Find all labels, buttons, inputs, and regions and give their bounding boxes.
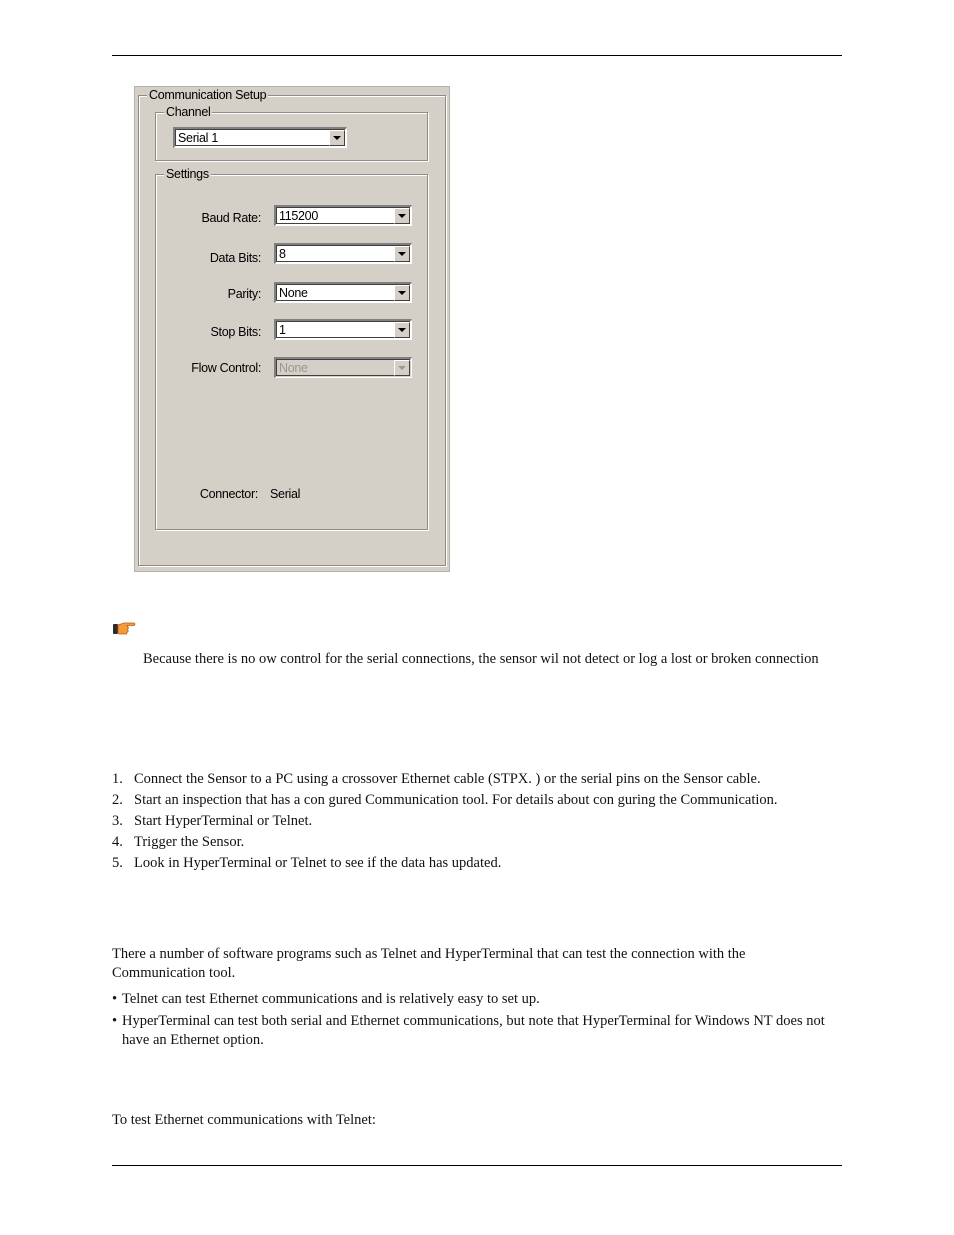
list-item: 3. Start HyperTerminal or Telnet.	[112, 813, 313, 829]
parity-label: Parity:	[227, 287, 261, 301]
channel-title: Channel	[166, 105, 211, 119]
list-item: 5. Look in HyperTerminal or Telnet to see if the data has updated.	[112, 855, 502, 871]
chevron-down-icon	[394, 360, 410, 376]
communication-setup-title: Communication Setup	[149, 88, 267, 102]
data-bits-label: Data Bits:	[209, 251, 261, 265]
header-rule	[112, 55, 842, 56]
chevron-down-icon[interactable]	[329, 130, 345, 146]
chevron-down-icon[interactable]	[394, 208, 410, 224]
baud-rate-label: Baud Rate:	[201, 211, 261, 225]
stop-bits-label: Stop Bits:	[210, 325, 261, 339]
list-item: 4. Trigger the Sensor.	[112, 834, 245, 850]
parity-select[interactable]	[274, 282, 412, 303]
bullet-item-telnet: • Telnet can test Ethernet communications and is relatively easy to set up.	[112, 991, 540, 1007]
list-item: 1. Connect the Sensor to a PC using a crossover Ethernet cable (STPX. ) or the serial pins on the Sensor cable.	[112, 771, 761, 787]
pointing-hand-icon	[112, 620, 136, 636]
steps-list	[112, 769, 778, 874]
flow-control-label: Flow Control:	[191, 361, 261, 375]
connector-label: Connector:	[199, 487, 258, 501]
chevron-down-icon[interactable]	[394, 246, 410, 262]
connector-value: Serial	[270, 487, 301, 501]
bullet-item-hyperterminal: • HyperTerminal can test both serial and Ethernet communications, but note that HyperTerminal for Windows NT does not have an Ethernet option.	[112, 1013, 825, 1048]
communication-setup-dialog	[134, 86, 450, 572]
channel-select-value: Serial 1	[178, 131, 218, 145]
flow-control-value: None	[279, 361, 308, 375]
stop-bits-value: 1	[279, 323, 286, 337]
parity-value: None	[279, 286, 308, 300]
list-item: 2. Start an inspection that has a con gured Communication tool. For details about con guring the Communication.	[112, 792, 778, 808]
intro-paragraph: There a number of software programs such as Telnet and HyperTerminal that can test the connection with the Communication tool.	[112, 946, 746, 981]
chevron-down-icon[interactable]	[394, 285, 410, 301]
stop-bits-select[interactable]	[274, 319, 412, 340]
telnet-intro: To test Ethernet communications with Telnet:	[112, 1112, 376, 1128]
settings-title: Settings	[166, 167, 209, 181]
data-bits-select[interactable]	[274, 243, 412, 264]
note-text: Because there is no ow control for the serial connections, the sensor wil not detect or log a lost or broken connection	[143, 651, 819, 667]
settings-group	[155, 167, 428, 530]
baud-rate-select[interactable]	[274, 205, 412, 226]
baud-rate-value: 115200	[279, 209, 318, 223]
data-bits-value: 8	[279, 247, 286, 261]
channel-select[interactable]	[173, 127, 347, 148]
chevron-down-icon[interactable]	[394, 322, 410, 338]
footer-rule	[112, 1165, 842, 1166]
flow-control-select	[274, 357, 412, 378]
